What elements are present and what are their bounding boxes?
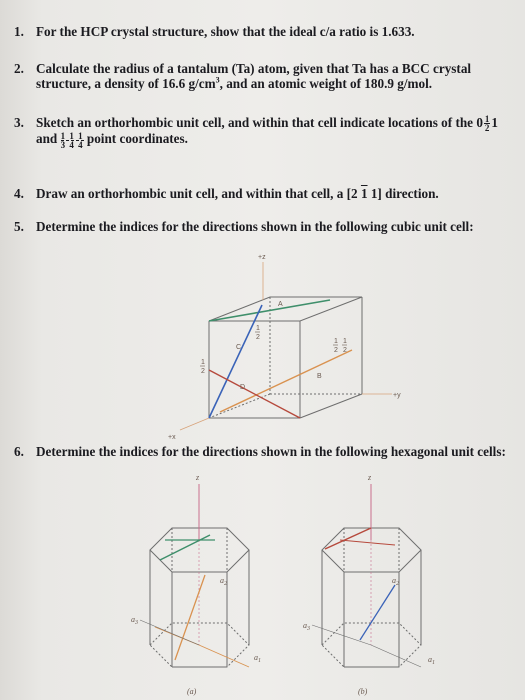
z-label: z bbox=[368, 473, 372, 482]
direction-green bbox=[160, 535, 210, 560]
question-text: Determine the indices for the directions shown in the following hexagonal unit cells: bbox=[36, 444, 506, 459]
question-number: 3. bbox=[14, 115, 24, 130]
question-text-line1: Calculate the radius of a tantalum (Ta) atom, given that Ta has a BCC crystal bbox=[36, 61, 472, 76]
text-part: structure, a density of 16.6 g/cm bbox=[36, 76, 216, 91]
direction-b-label: B bbox=[317, 373, 322, 380]
text-part: point coordinates. bbox=[86, 131, 188, 147]
text-part: 1] direction. bbox=[367, 186, 439, 201]
half-numerator: 1 bbox=[256, 325, 260, 332]
numerator: 1 bbox=[484, 114, 490, 125]
denominators: 3 4 4 bbox=[60, 139, 84, 150]
a2-label: $a_2$ bbox=[220, 576, 227, 587]
text-part: 1 bbox=[491, 115, 499, 130]
question-text-line1: Sketch an orthorhombic unit cell, and within that cell indicate locations of the 0 bbox=[36, 115, 483, 130]
a3-label: $a_3$ bbox=[303, 621, 310, 632]
half-denominator: 2 bbox=[256, 334, 260, 341]
direction-red bbox=[325, 528, 371, 549]
question-number: 6. bbox=[14, 444, 24, 459]
a2-label: $a_2$ bbox=[392, 576, 399, 587]
a1-label: $a_1$ bbox=[428, 655, 435, 666]
direction-blue bbox=[360, 585, 395, 640]
denominator: 2 bbox=[484, 123, 490, 134]
question-text: For the HCP crystal structure, show that the ideal c/a ratio is 1.633. bbox=[36, 24, 415, 39]
text-part: Draw an orthorhombic unit cell, and within that cell, a [2 bbox=[36, 186, 361, 201]
axis-y-label: +y bbox=[393, 392, 401, 399]
z-label: z bbox=[196, 473, 200, 482]
axis-z-label: +z bbox=[258, 254, 266, 261]
question-number: 2. bbox=[14, 61, 24, 76]
text-part: and bbox=[36, 131, 58, 147]
hex-cell-a bbox=[131, 473, 261, 696]
half-denominator: 2 bbox=[201, 368, 205, 375]
text-part: , and an atomic weight of 180.9 g/mol. bbox=[219, 76, 433, 91]
hex-cell-b bbox=[303, 473, 435, 696]
overbar-digit: 1 bbox=[360, 186, 368, 201]
question-number: 4. bbox=[14, 186, 24, 201]
a1-label: $a_1$ bbox=[254, 653, 261, 664]
superscript: 3 bbox=[215, 75, 220, 85]
axis-x-label: +x bbox=[168, 434, 176, 441]
question-number: 5. bbox=[14, 219, 24, 234]
numerators: 1 1 1 bbox=[60, 130, 84, 141]
half-numerator: 1 bbox=[343, 338, 347, 345]
question-number: 1. bbox=[14, 24, 24, 39]
half-numerator: 1 bbox=[334, 338, 338, 345]
direction-orange bbox=[175, 575, 205, 660]
direction-c-label: C bbox=[236, 344, 242, 351]
caption-a: (a) bbox=[187, 687, 197, 696]
caption-b: (b) bbox=[358, 687, 368, 696]
half-numerator: 1 bbox=[201, 359, 205, 366]
question-text: Determine the indices for the directions shown in the following cubic unit cell: bbox=[36, 219, 474, 234]
direction-d-label: D bbox=[240, 384, 246, 391]
half-denominator: 2 bbox=[334, 347, 338, 354]
direction-a-label: A bbox=[278, 301, 283, 308]
half-denominator: 2 bbox=[343, 347, 347, 354]
a3-label: $a_3$ bbox=[131, 615, 138, 626]
